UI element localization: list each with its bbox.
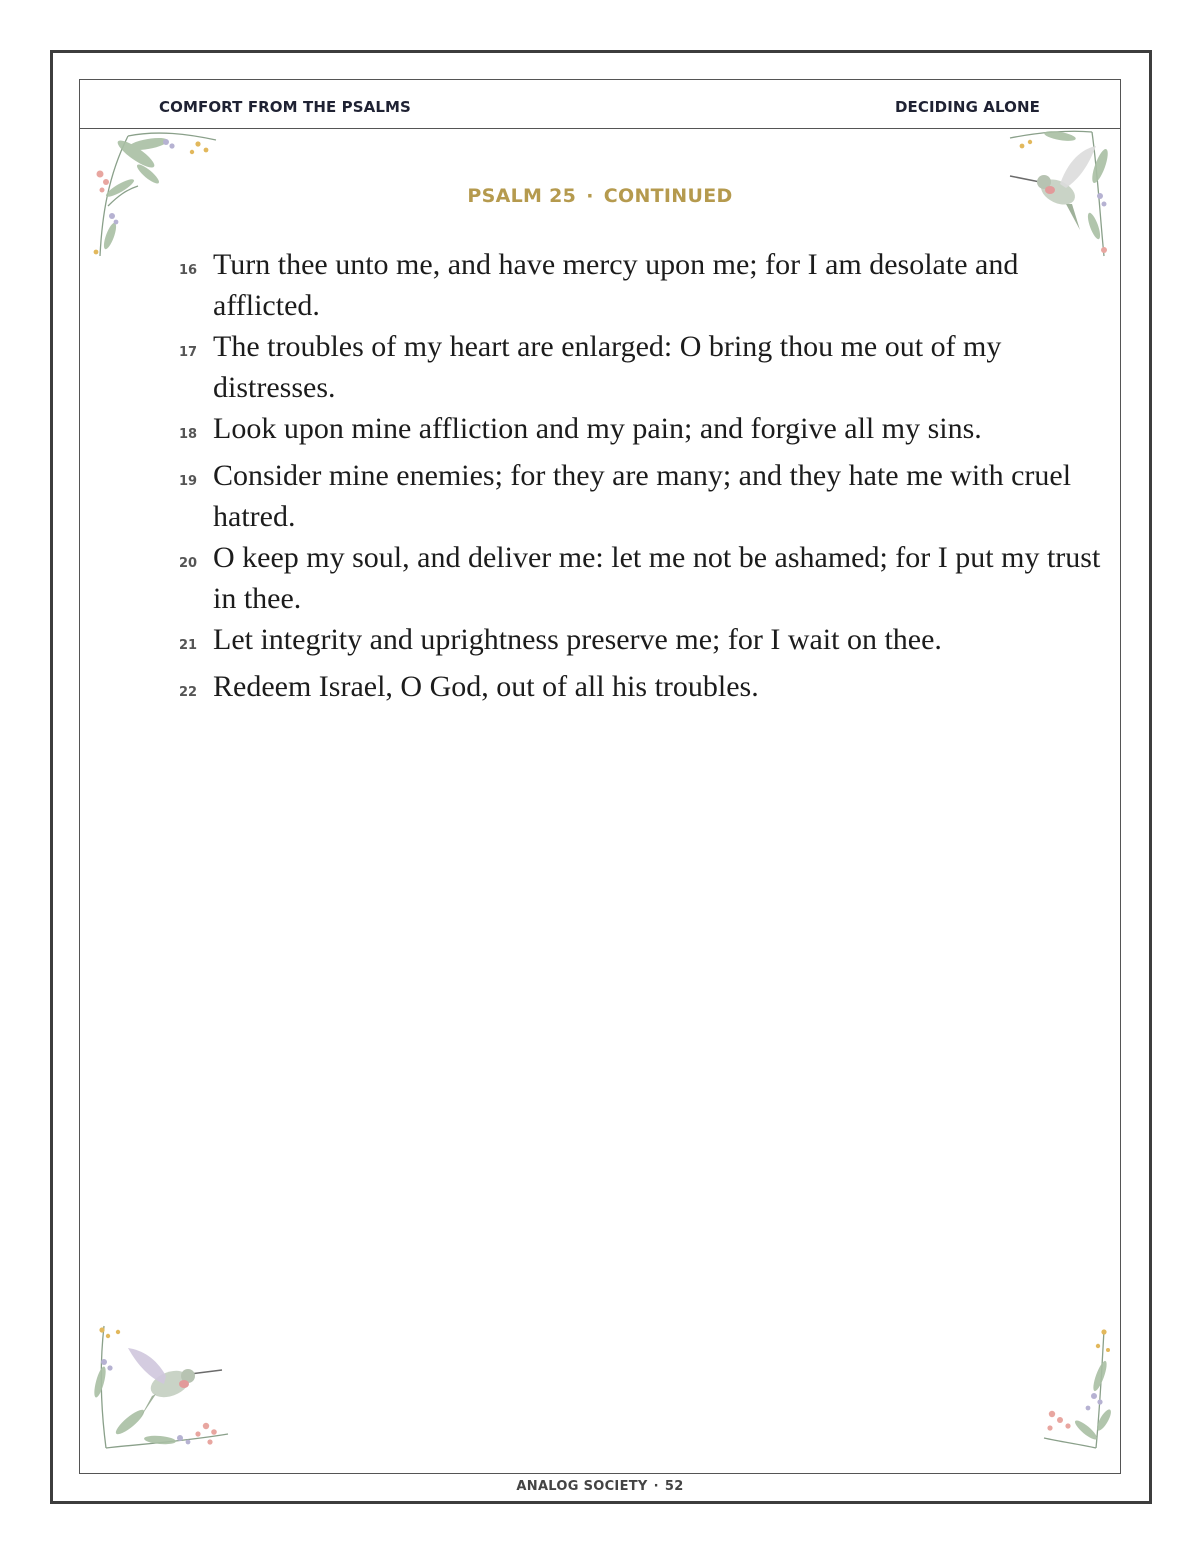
verse-19 xyxy=(163,455,1113,537)
psalm-title: PSALM 25 xyxy=(467,185,577,207)
page-number: 52 xyxy=(664,1479,684,1494)
title-separator: · xyxy=(586,185,594,207)
verse-text: Turn thee unto me, and have mercy upon me; for I am desolate and afflicted. xyxy=(213,248,1019,322)
verse-22 xyxy=(163,666,1113,713)
verse-number: 20 xyxy=(178,556,198,571)
footer-publisher: ANALOG SOCIETY xyxy=(516,1479,648,1494)
hummingbird-floral-corner-icon xyxy=(90,1322,230,1452)
verse-number: 17 xyxy=(178,345,198,360)
running-head-book-title: COMFORT FROM THE PSALMS xyxy=(159,98,411,116)
header-rule xyxy=(79,128,1121,129)
verse-text: The troubles of my heart are enlarged: O bring thou me out of my distresses. xyxy=(213,330,1002,404)
psalm-subtitle: CONTINUED xyxy=(603,185,733,207)
verse-18 xyxy=(163,408,1113,455)
running-head-chapter-title: DECIDING ALONE xyxy=(895,98,1040,116)
verse-number: 16 xyxy=(178,263,198,278)
verse-21 xyxy=(163,619,1113,666)
floral-corner-icon xyxy=(1038,1326,1114,1450)
verse-number: 22 xyxy=(178,685,198,700)
section-title xyxy=(0,185,1200,207)
verse-text: O keep my soul, and deliver me: let me not be ashamed; for I put my trust in thee. xyxy=(213,541,1101,615)
verse-number: 21 xyxy=(178,638,198,653)
verse-text: Consider mine enemies; for they are many; and they hate me with cruel hatred. xyxy=(213,459,1072,533)
verse-20 xyxy=(163,537,1113,619)
verse-text: Let integrity and uprightness preserve me; for I wait on thee. xyxy=(213,623,942,656)
verse-text: Redeem Israel, O God, out of all his troubles. xyxy=(213,670,759,703)
verse-number: 19 xyxy=(178,474,198,489)
verse-16 xyxy=(163,244,1113,326)
verse-text: Look upon mine affliction and my pain; and forgive all my sins. xyxy=(213,412,982,445)
verse-number: 18 xyxy=(178,427,198,442)
verse-17 xyxy=(163,326,1113,408)
page-footer xyxy=(0,1479,1200,1494)
footer-separator: · xyxy=(653,1479,659,1494)
verse-list xyxy=(163,244,1113,713)
